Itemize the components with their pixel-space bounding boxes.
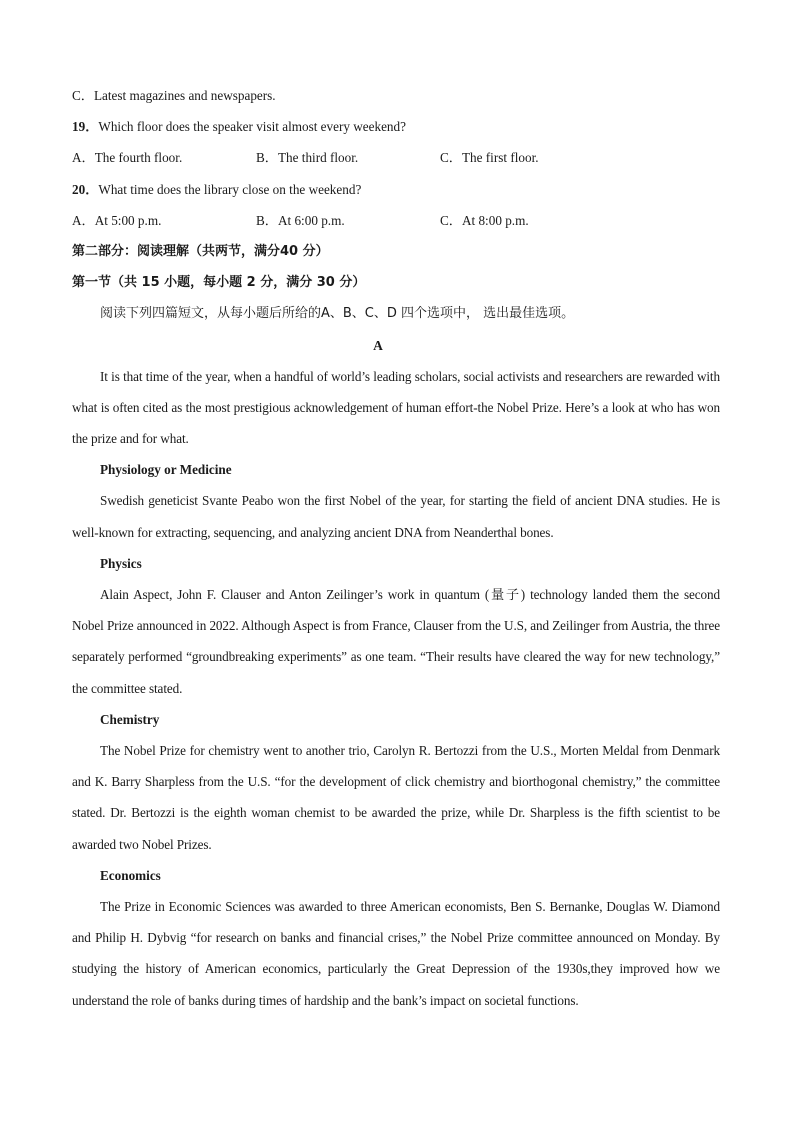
q19-question [72,111,720,142]
passage-intro: It is that time of the year, when a handful of world’s leading scholars, social activists and researchers are rewarded with what is often cited as the most prestigious acknowledgement of human effort-the Nobel Prize. Here’s a look at who has won the prize and for what. [72,368,720,447]
section-text-chemistry: The Nobel Prize for chemistry went to another trio, Carolyn R. Bertozzi from the U.S., Morten Meldal from Denmark and K. Barry Sharpless from the U.S. “for the development of click chemistry and biorthogonal chemistry,” the committee stated. Dr. Bertozzi is the eighth woman chemist to be awarded the prize, while Dr. Sharpless is the fifth scientist to be awarded two Nobel Prizes. [72,743,720,852]
q20-text: What time does the library close on the weekend? [98,181,362,197]
section-heading-chemistry: Chemistry [100,711,160,727]
q20-number: 20． [72,181,99,197]
section1-title: 第一节（共 15 小题，每小题 2 分，满分 30 分） [72,275,366,291]
section-text-economics: The Prize in Economic Sciences was awarded to three American economists, Ben S. Bernanke, Douglas W. Diamond and Philip H. Dybvig “for research on banks and financial crises,” the Nobel Prize committee announced on Monday. By studying the history of American economics, particularly the Great Depression of the 1930s,they improved how we understand the role of banks during times of hardship and the bank’s impact on societal functions. [72,899,720,1008]
q19-option-a: A．The fourth floor. [72,150,183,166]
q19-option-b: B．The third floor. [256,150,359,166]
section-text-medicine: Swedish geneticist Svante Peabo won the first Nobel of the year, for starting the field of ancient DNA studies. He is well-known for extracting, sequencing, and analyzing ancient DNA from Neanderthal bones. [72,493,720,540]
section-heading-medicine: Physiology or Medicine [100,462,232,478]
q20-option-a: A．At 5:00 p.m. [72,212,162,228]
passage-label: A [373,337,383,353]
document-page [72,80,720,1016]
q20-options [72,205,720,236]
reading-instruction: 阅读下列四篇短文，从每小题后所给的A、B、C、D 四个选项中， 选出最佳选项。 [100,306,575,322]
q19-text: Which floor does the speaker visit almost every weekend? [98,119,406,135]
q18-option-c: C．Latest magazines and newspapers. [72,88,276,103]
section-heading-economics: Economics [100,867,161,883]
section-heading-physics: Physics [100,555,142,571]
q19-option-c: C．The first floor. [440,150,539,166]
q20-option-c: C．At 8:00 p.m. [440,212,529,228]
q20-option-b: B．At 6:00 p.m. [256,212,345,228]
q19-number: 19． [72,119,99,135]
part2-title: 第二部分：阅读理解（共两节，满分40 分） [72,243,329,259]
q19-options [72,142,720,173]
section-text-physics: Alain Aspect, John F. Clauser and Anton Zeilinger’s work in quantum (量子) technology landed them the second Nobel Prize announced in 2022. Although Aspect is from France, Clauser from the U.S, and Zeilinger from Austria, the three separately performed “groundbreaking experiments” as one team. “Their results have cleared the way for new technology,” the committee stated. [72,587,720,696]
q20-question [72,174,720,205]
